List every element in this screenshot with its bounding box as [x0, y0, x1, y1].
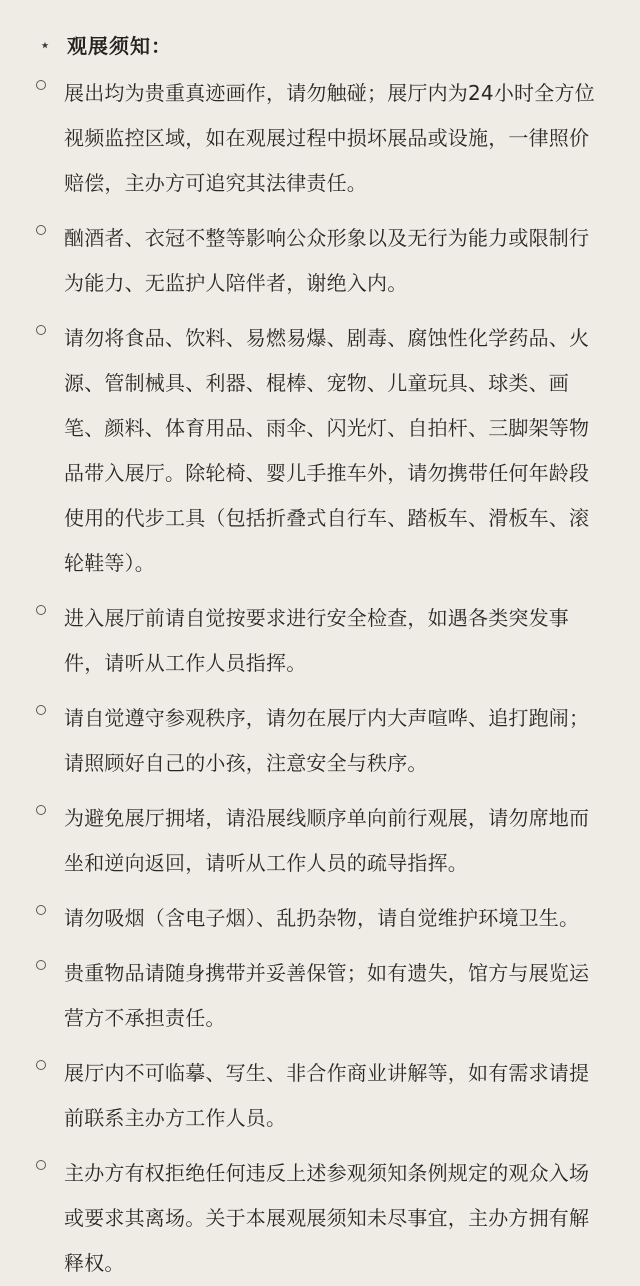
list-item [35, 796, 596, 886]
list-item [35, 216, 596, 306]
rule-text: 为避免展厅拥堵，请沿展线顺序单向前行观展，请勿席地而坐和逆向返回，请听从工作人员的疏导指挥。 [64, 806, 590, 875]
rule-text: 贵重物品请随身携带并妥善保管；如有遗失，馆方与展览运营方不承担责任。 [64, 961, 590, 1030]
list-item [35, 951, 596, 1041]
list-item [35, 1051, 596, 1141]
circle-bullet-icon [36, 1060, 46, 1070]
list-item [35, 896, 596, 941]
list-item [35, 316, 596, 586]
list-item [35, 71, 596, 206]
circle-bullet-icon [36, 960, 46, 970]
rule-text: 请勿将食品、饮料、易燃易爆、剧毒、腐蚀性化学药品、火源、管制械具、利器、棍棒、宠物、儿童玩具、球类、画笔、颜料、体育用品、雨伞、闪光灯、自拍杆、三脚架等物品带入展厅。除轮椅、婴儿手推车外，请勿携带任何年龄段使用的代步工具（包括折叠式自行车、踏板车、滑板车、滚轮鞋等）。 [64, 326, 590, 575]
circle-bullet-icon [36, 80, 46, 90]
list-item [35, 1151, 596, 1286]
list-item [35, 696, 596, 786]
rule-text: 酗酒者、衣冠不整等影响公众形象以及无行为能力或限制行为能力、无监护人陪伴者，谢绝入内。 [64, 226, 590, 295]
star-icon: ⋆ [39, 35, 51, 56]
circle-bullet-icon [36, 905, 46, 915]
rule-text: 请勿吸烟（含电子烟）、乱扔杂物，请自觉维护环境卫生。 [64, 906, 580, 930]
circle-bullet-icon [36, 705, 46, 715]
list-item [35, 596, 596, 686]
rule-text: 主办方有权拒绝任何违反上述参观须知条例规定的观众入场或要求其离场。关于本展观展须知未尽事宜，主办方拥有解释权。 [64, 1161, 590, 1275]
notice-heading [35, 31, 596, 61]
rule-text: 展出均为贵重真迹画作，请勿触碰；展厅内为24小时全方位视频监控区域，如在观展过程中损坏展品或设施，一律照价赔偿，主办方可追究其法律责任。 [64, 81, 595, 195]
circle-bullet-icon [36, 805, 46, 815]
rule-text: 展厅内不可临摹、写生、非合作商业讲解等，如有需求请提前联系主办方工作人员。 [64, 1061, 590, 1130]
circle-bullet-icon [36, 605, 46, 615]
rules-list [35, 71, 596, 1286]
rule-text: 进入展厅前请自觉按要求进行安全检查，如遇各类突发事件，请听从工作人员指挥。 [64, 606, 569, 675]
circle-bullet-icon [36, 325, 46, 335]
circle-bullet-icon [36, 1160, 46, 1170]
circle-bullet-icon [36, 225, 46, 235]
rule-text: 请自觉遵守参观秩序，请勿在展厅内大声喧哗、追打跑闹；请照顾好自己的小孩，注意安全与秩序。 [64, 706, 590, 775]
page-title: 观展须知： [67, 34, 172, 58]
